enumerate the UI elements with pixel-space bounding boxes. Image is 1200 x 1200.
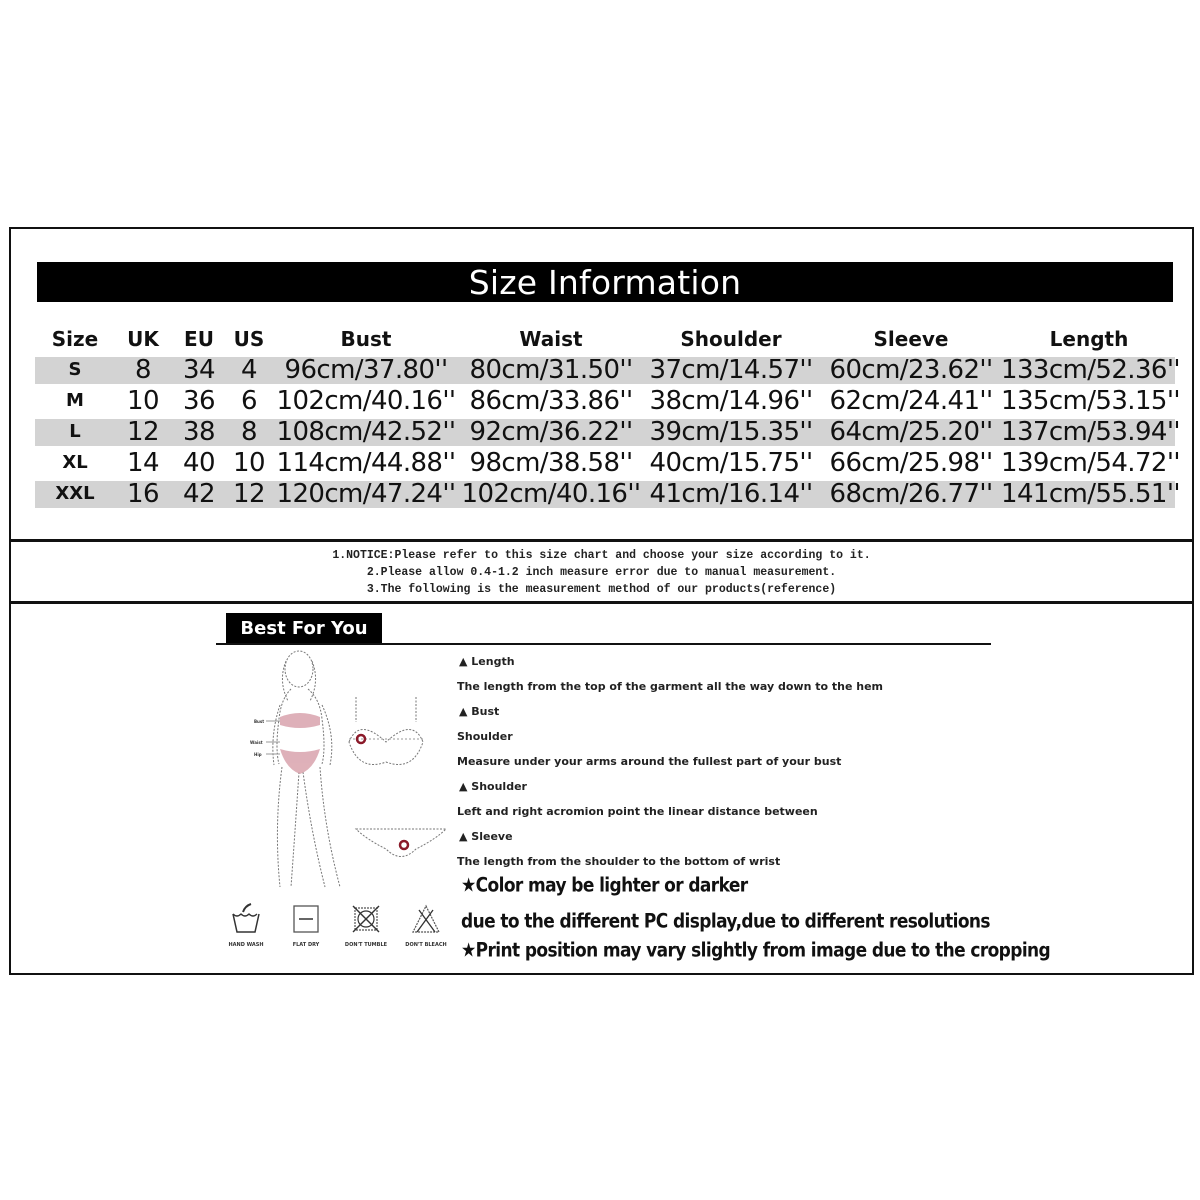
size-information-title: Size Information <box>37 262 1173 302</box>
table-header-row <box>35 324 1185 354</box>
cell-bust: 114cm/44.88'' <box>276 447 456 478</box>
cell-waist: 80cm/31.50'' <box>469 354 633 385</box>
care-label: DON'T BLEACH <box>405 942 447 948</box>
header-bust: Bust <box>340 327 392 351</box>
table-row <box>35 447 1185 478</box>
cell-sleeve: 68cm/26.77'' <box>829 478 993 509</box>
header-shoulder: Shoulder <box>680 327 782 351</box>
header-uk: UK <box>127 327 159 351</box>
notice-line-1: 1.NOTICE:Please refer to this size chart and choose your size according to it. <box>332 549 871 562</box>
table-row <box>35 385 1185 416</box>
cell-length: 141cm/55.51'' <box>1001 478 1180 509</box>
bust-heading: ▲ Bust <box>459 705 500 718</box>
shoulder-text: Left and right acromion point the linear distance between <box>457 805 818 818</box>
cell-sleeve: 62cm/24.41'' <box>829 385 993 416</box>
cell-us: 12 <box>233 478 265 509</box>
care-item-hand-wash <box>216 902 276 948</box>
sleeve-text: The length from the shoulder to the bottom of wrist <box>457 855 781 868</box>
length-text: The length from the top of the garment all the way down to the hem <box>457 680 884 693</box>
figure-label-hip: Hip <box>254 752 262 757</box>
header-us: US <box>233 327 265 351</box>
header-size: Size <box>51 327 99 351</box>
cell-length: 135cm/53.15'' <box>1001 385 1180 416</box>
table-row <box>35 416 1185 447</box>
figure-label-waist: Waist <box>250 740 263 745</box>
bust-subtext: Shoulder <box>457 730 513 743</box>
print-note: ★Print position may vary slightly from image due to the cropping <box>461 939 1051 962</box>
cell-waist: 102cm/40.16'' <box>461 478 641 509</box>
measurement-figure <box>236 647 446 897</box>
notice-line-2: 2.Please allow 0.4-1.2 inch measure error due to manual measurement. <box>366 566 837 579</box>
sleeve-heading: ▲ Sleeve <box>459 830 513 843</box>
cell-sleeve: 64cm/25.20'' <box>829 416 993 447</box>
table-row <box>35 478 1185 509</box>
cell-waist: 98cm/38.58'' <box>469 447 633 478</box>
cell-bust: 102cm/40.16'' <box>276 385 456 416</box>
care-item-do-not-tumble <box>336 902 396 948</box>
care-label: HAND WASH <box>228 942 264 948</box>
cell-size: XXL <box>55 483 95 504</box>
care-item-flat-dry <box>276 902 336 948</box>
cell-size: L <box>69 421 81 442</box>
cell-shoulder: 37cm/14.57'' <box>649 354 813 385</box>
cell-length: 133cm/52.36'' <box>1001 354 1180 385</box>
figure-label-bust: Bust <box>254 719 265 724</box>
cell-length: 137cm/53.94'' <box>1001 416 1180 447</box>
header-sleeve: Sleeve <box>873 327 949 351</box>
header-eu: EU <box>184 327 214 351</box>
cell-bust: 120cm/47.24'' <box>276 478 456 509</box>
flat-dry-icon <box>289 902 323 936</box>
do-not-bleach-icon <box>409 902 443 936</box>
length-heading: ▲ Length <box>459 655 515 668</box>
cell-us: 10 <box>233 447 265 478</box>
cell-sleeve: 60cm/23.62'' <box>829 354 993 385</box>
measurement-descriptions <box>457 649 1017 874</box>
header-length: Length <box>1049 327 1129 351</box>
size-chart-frame <box>9 227 1194 975</box>
notice-line-3: 3.The following is the measurement method of our products(reference) <box>366 583 837 596</box>
cell-uk: 10 <box>127 385 159 416</box>
cell-eu: 40 <box>183 447 215 478</box>
section-divider <box>11 539 1192 542</box>
cell-shoulder: 39cm/15.35'' <box>649 416 813 447</box>
cell-length: 139cm/54.72'' <box>1001 447 1180 478</box>
cell-bust: 96cm/37.80'' <box>284 354 448 385</box>
cell-shoulder: 41cm/16.14'' <box>649 478 813 509</box>
cell-uk: 12 <box>127 416 159 447</box>
cell-waist: 92cm/36.22'' <box>469 416 633 447</box>
best-for-you-tab: Best For You <box>226 613 382 643</box>
cell-eu: 38 <box>183 416 215 447</box>
cell-eu: 36 <box>183 385 215 416</box>
size-table <box>35 324 1185 509</box>
cell-eu: 34 <box>183 354 215 385</box>
cell-us: 8 <box>241 416 257 447</box>
best-for-you-rule <box>216 643 991 645</box>
section-divider <box>11 601 1192 604</box>
cell-bust: 108cm/42.52'' <box>276 416 456 447</box>
hand-wash-icon <box>229 902 263 936</box>
cell-size: S <box>68 359 82 380</box>
display-note: due to the different PC display,due to different resolutions <box>461 910 990 933</box>
bust-text: Measure under your arms around the fullest part of your bust <box>457 755 842 768</box>
cell-uk: 14 <box>127 447 159 478</box>
shoulder-heading: ▲ Shoulder <box>459 780 527 793</box>
model-illustration-icon <box>236 647 446 897</box>
table-row <box>35 354 1185 385</box>
color-note: ★Color may be lighter or darker <box>461 874 748 897</box>
do-not-tumble-dry-icon <box>349 902 383 936</box>
care-item-do-not-bleach <box>396 902 456 948</box>
cell-waist: 86cm/33.86'' <box>469 385 633 416</box>
cell-us: 6 <box>241 385 257 416</box>
cell-shoulder: 38cm/14.96'' <box>649 385 813 416</box>
care-label: FLAT DRY <box>292 942 320 948</box>
cell-us: 4 <box>241 354 257 385</box>
care-label: DON'T TUMBLE <box>344 942 388 948</box>
notice-block <box>11 547 1192 598</box>
cell-eu: 42 <box>183 478 215 509</box>
cell-sleeve: 66cm/25.98'' <box>829 447 993 478</box>
cell-size: XL <box>62 452 88 473</box>
header-waist: Waist <box>519 327 583 351</box>
cell-size: M <box>66 390 84 411</box>
hip-marker-icon <box>400 841 408 849</box>
cell-uk: 16 <box>127 478 159 509</box>
cell-shoulder: 40cm/15.75'' <box>649 447 813 478</box>
cell-uk: 8 <box>135 354 151 385</box>
